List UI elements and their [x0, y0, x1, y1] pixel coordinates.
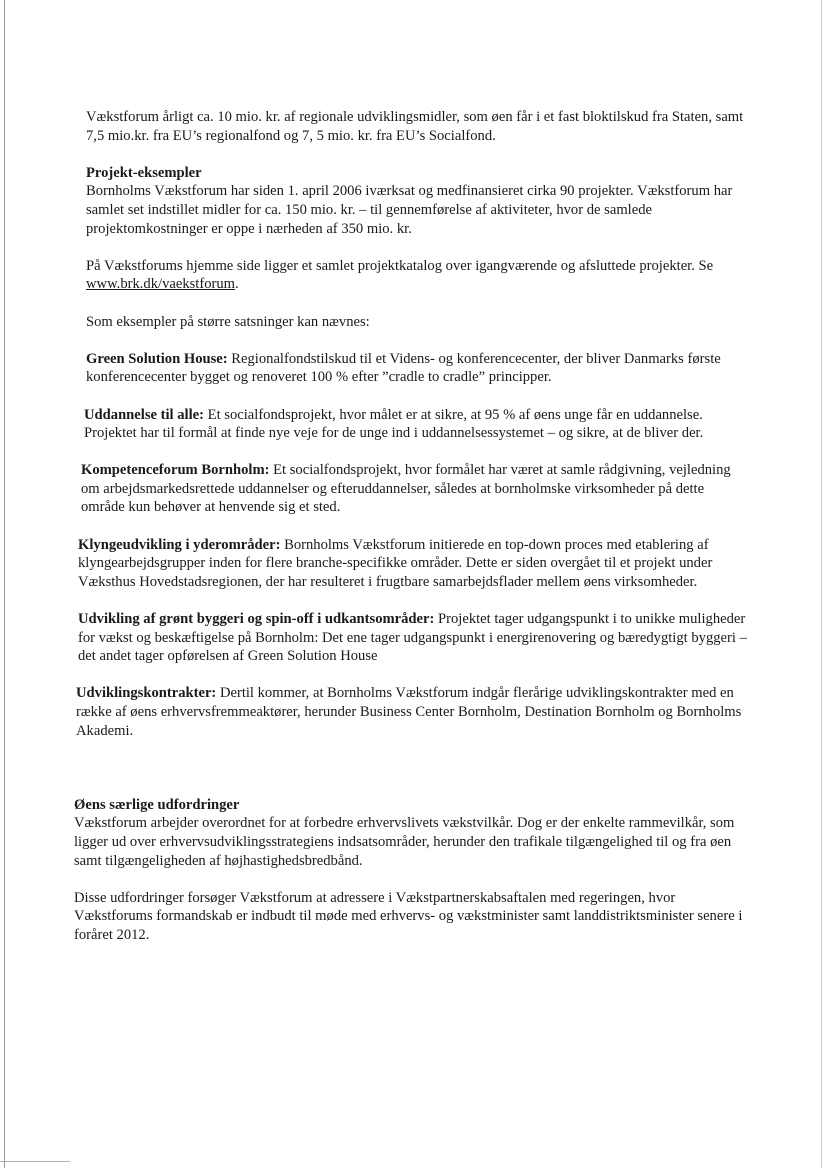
- page-edge-left: [4, 0, 5, 1168]
- vaekstforum-link[interactable]: www.brk.dk/vaekstforum: [86, 276, 236, 293]
- projekt-section: [86, 164, 751, 238]
- intro-paragraph: Vækstforum årligt ca. 10 mio. kr. af regionale udviklingsmidler, som øen får i et fast bloktilskud fra Staten, samt 7,5 mio.kr. fra EU’s regionalfond og 7, 5 mio. kr. fra EU’s Socialfond.: [86, 109, 744, 144]
- projekt-paragraph-2-text: På Vækstforums hjemme side ligger et samlet projektkatalog over igangværende og afsluttede projekter. Se: [86, 257, 714, 274]
- example-text: Et socialfondsprojekt, hvor formålet har været at samle rådgivning, vejledning om arbejdsmarkedsrettede uddannelser og efteruddannelser, således at bornholmske virksomheder på dette område kun behøver at henvende sig et sted.: [81, 462, 731, 516]
- page-edge-right: [821, 0, 822, 1168]
- example-title: Udvikling af grønt byggeri og spin-off i udkantsområder: [78, 611, 430, 628]
- example-kompetenceforum: Kompetenceforum Bornholm: Et socialfondsprojekt, hvor formålet har været at samle rådgivning, vejledning om arbejdsmarkedsrettede uddannelser og efteruddannelser, således at bornholmske virksomheder på dette område kun behøver at henvende sig et sted.: [81, 462, 731, 516]
- example-text: Dertil kommer, at Bornholms Vækstforum indgår flerårige udviklingskontrakter med en række af øens erhvervsfremmeaktører, herunder Business Center Bornholm, Destination Bornholm og Bornholms Akademi.: [76, 685, 742, 739]
- example-title: Udviklingskontrakter: [76, 685, 212, 702]
- document-body: [74, 108, 751, 963]
- example-title: Green Solution House: [86, 350, 223, 367]
- example-title: Kompetenceforum Bornholm: [81, 462, 265, 479]
- example-text: Projektet tager udgangspunkt i to unikke muligheder for vækst og beskæftigelse på Bornholm: Det ene tager udgangspunkt i energirenovering og bæredygtigt byggeri – det andet tager opførelsen af Green Solution House: [78, 611, 747, 665]
- projekt-paragraph-3: Som eksempler på større satsninger kan nævnes:: [86, 313, 370, 330]
- projekt-paragraph-2-end: .: [235, 276, 239, 293]
- challenges-paragraph-1: Vækstforum arbejder overordnet for at forbedre erhvervslivets vækstvilkår. Dog er der enkelte rammevilkår, som ligger ud over erhvervsudviklingsstrategiens indsatsområder, herunder den trafikale tilgængelighed til og fra øen samt tilgængeligheden af højhastighedsbredbånd.: [74, 815, 735, 869]
- challenges-paragraph-2: Disse udfordringer forsøger Vækstforum at adressere i Vækstpartnerskabsaftalen med regeringen, hvor Vækstforums formandskab er indbudt til møde med erhvervs- og vækstminister samt landdistriktsminister senere i foråret 2012.: [74, 889, 743, 943]
- section-spacer: [86, 759, 751, 796]
- example-text: Regionalfondstilskud til et Videns- og konferencecenter, der bliver Danmarks første konferencecenter bygget og renoveret 100 % efter ”cradle to cradle” principper.: [86, 350, 721, 386]
- example-green-solution-house: Green Solution House: Regionalfondstilskud til et Videns- og konferencecenter, der bliver Danmarks første konferencecenter bygget og renoveret 100 % efter ”cradle to cradle” principper.: [86, 350, 721, 386]
- projekt-paragraph-2: [86, 257, 751, 294]
- example-text: Et socialfondsprojekt, hvor målet er at sikre, at 95 % af øens unge får en uddannelse. Projektet har til formål at finde nye veje for de unge ind i uddannelsessystemet – og sikre, at de bliver der.: [84, 406, 704, 442]
- example-text: Bornholms Vækstforum initierede en top-down proces med etablering af klyngearbejdsgrupper inden for flere branche-specifikke områder. Dette er siden overgået til et projekt under Væksthus Hovedstadsregionen, der har resulteret i frugtbare samarbejdsflader mellem øens virksomheder.: [78, 536, 713, 590]
- example-title: Klyngeudvikling i yderområder: [78, 536, 276, 553]
- challenges-section: [74, 796, 751, 870]
- example-klyngeudvikling: Klyngeudvikling i yderområder: Bornholms Vækstforum initierede en top-down proces med etablering af klyngearbejdsgrupper inden for flere branche-specifikke områder. Dette er siden overgået til et projekt under Væksthus Hovedstadsregionen, der har resulteret i frugtbare samarbejdsflader mellem øens virksomheder.: [78, 536, 713, 590]
- projekt-paragraph-1: Bornholms Vækstforum har siden 1. april 2006 iværksat og medfinansieret cirka 90 projekter. Vækstforum har samlet set indstillet midler for ca. 150 mio. kr. – til gennemførelse af aktiviteter, hvor de samlede projektomkostninger er oppe i nærheden af 350 mio. kr.: [86, 183, 733, 237]
- example-udviklingskontrakter: Udviklingskontrakter: Dertil kommer, at Bornholms Vækstforum indgår flerårige udviklingskontrakter med en række af øens erhvervsfremmeaktører, herunder Business Center Bornholm, Destination Bornholm og Bornholms Akademi.: [76, 685, 742, 739]
- page-edge-bottom: [0, 1161, 70, 1162]
- example-groent-byggeri: Udvikling af grønt byggeri og spin-off i udkantsområder: Projektet tager udgangspunkt i to unikke muligheder for vækst og beskæftigelse på Bornholm: Det ene tager udgangspunkt i energirenovering og bæredygtigt byggeri – det andet tager opførelsen af Green Solution House: [78, 611, 747, 665]
- challenges-heading: Øens særlige udfordringer: [74, 796, 240, 813]
- example-uddannelse-til-alle: Uddannelse til alle: Et socialfondsprojekt, hvor målet er at sikre, at 95 % af øens unge får en uddannelse. Projektet har til formål at finde nye veje for de unge ind i uddannelsessystemet – og sikre, at de bliver der.: [84, 406, 704, 442]
- example-title: Uddannelse til alle: [84, 406, 200, 423]
- projekt-heading: Projekt-eksempler: [86, 164, 202, 181]
